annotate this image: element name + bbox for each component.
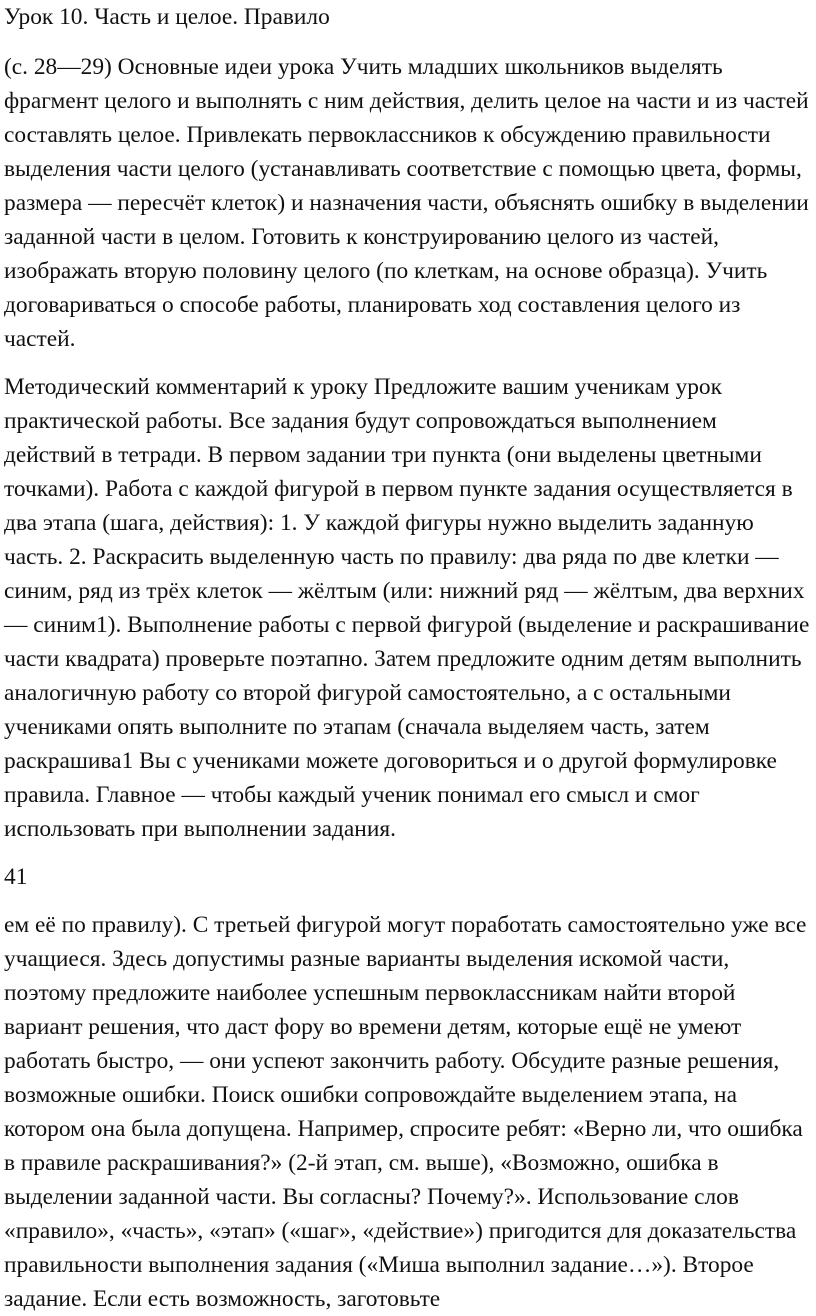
paragraph-main-ideas: (с. 28—29) Основные идеи урока Учить младших школьников выделять фрагмент целого и выполнять с ним действия, делить целое на части и из частей составлять целое. Привлекать первоклассников к обсуждению правильности выделения части целого (устанавливать соответствие с помощью цвета, формы, размера — пересчёт клеток) и назначения части, объяснять ошибку в выделении заданной части в целом. Готовить к конструированию целого из частей, изображать вторую половину целого (по клеткам, на основе образца). Учить договариваться о способе работы, планировать ход составления целого из частей. bbox=[4, 54, 809, 352]
page-number: 41 bbox=[4, 864, 28, 890]
paragraph-continuation: ем её по правилу). С третьей фигурой могут поработать самостоятельно уже все учащиеся. Здесь допустимы разные варианты выделения искомой части, поэтому предложите наиболее успешным первоклассникам найти второй вариант решения, что даст фору во времени детям, которые ещё не умеют работать быстро, — они успеют закончить работу. Обсудите разные решения, возможные ошибки. Поиск ошибки сопровождайте выделением этапа, на котором она была допущена. Например, спросите ребят: «Верно ли, что ошибка в правиле раскрашивания?» (2-й этап, см. выше), «Возможно, ошибка в выделении заданной части. Вы согласны? Почему?». Использование слов «правило», «часть», «этап» («шаг», «действие») пригодится для доказательства правильности выполнения задания («Миша выполнил задание…»). Второе задание. Если есть возможность, заготовьте bbox=[4, 912, 807, 1312]
lesson-title: Урок 10. Часть и целое. Правило bbox=[4, 4, 330, 30]
paragraph-methodical-comment: Методический комментарий к уроку Предложите вашим ученикам урок практической работы. Все задания будут сопровождаться выполнением действий в тетради. В первом задании три пункта (они выделены цветными точками). Работа с каждой фигурой в первом пункте задания осуществляется в два этапа (шага, действия): 1. У каждой фигуры нужно выделить заданную часть. 2. Раскрасить выделенную часть по правилу: два ряда по две клетки — синим, ряд из трёх клеток — жёлтым (или: нижний ряд — жёлтым, два верхних — синим1). Выполнение работы с первой фигурой (выделение и раскрашивание части квадрата) проверьте поэтапно. Затем предложите одним детям выполнить аналогичную работу со второй фигурой самостоятельно, а с остальными учениками опять выполните по этапам (сначала выделяем часть, затем раскрашива1 Вы с учениками можете договориться и о другой формулировке правила. Главное — чтобы каждый ученик понимал его смысл и смог использовать при выполнении задания. bbox=[4, 374, 810, 842]
document-page bbox=[4, 0, 810, 1316]
